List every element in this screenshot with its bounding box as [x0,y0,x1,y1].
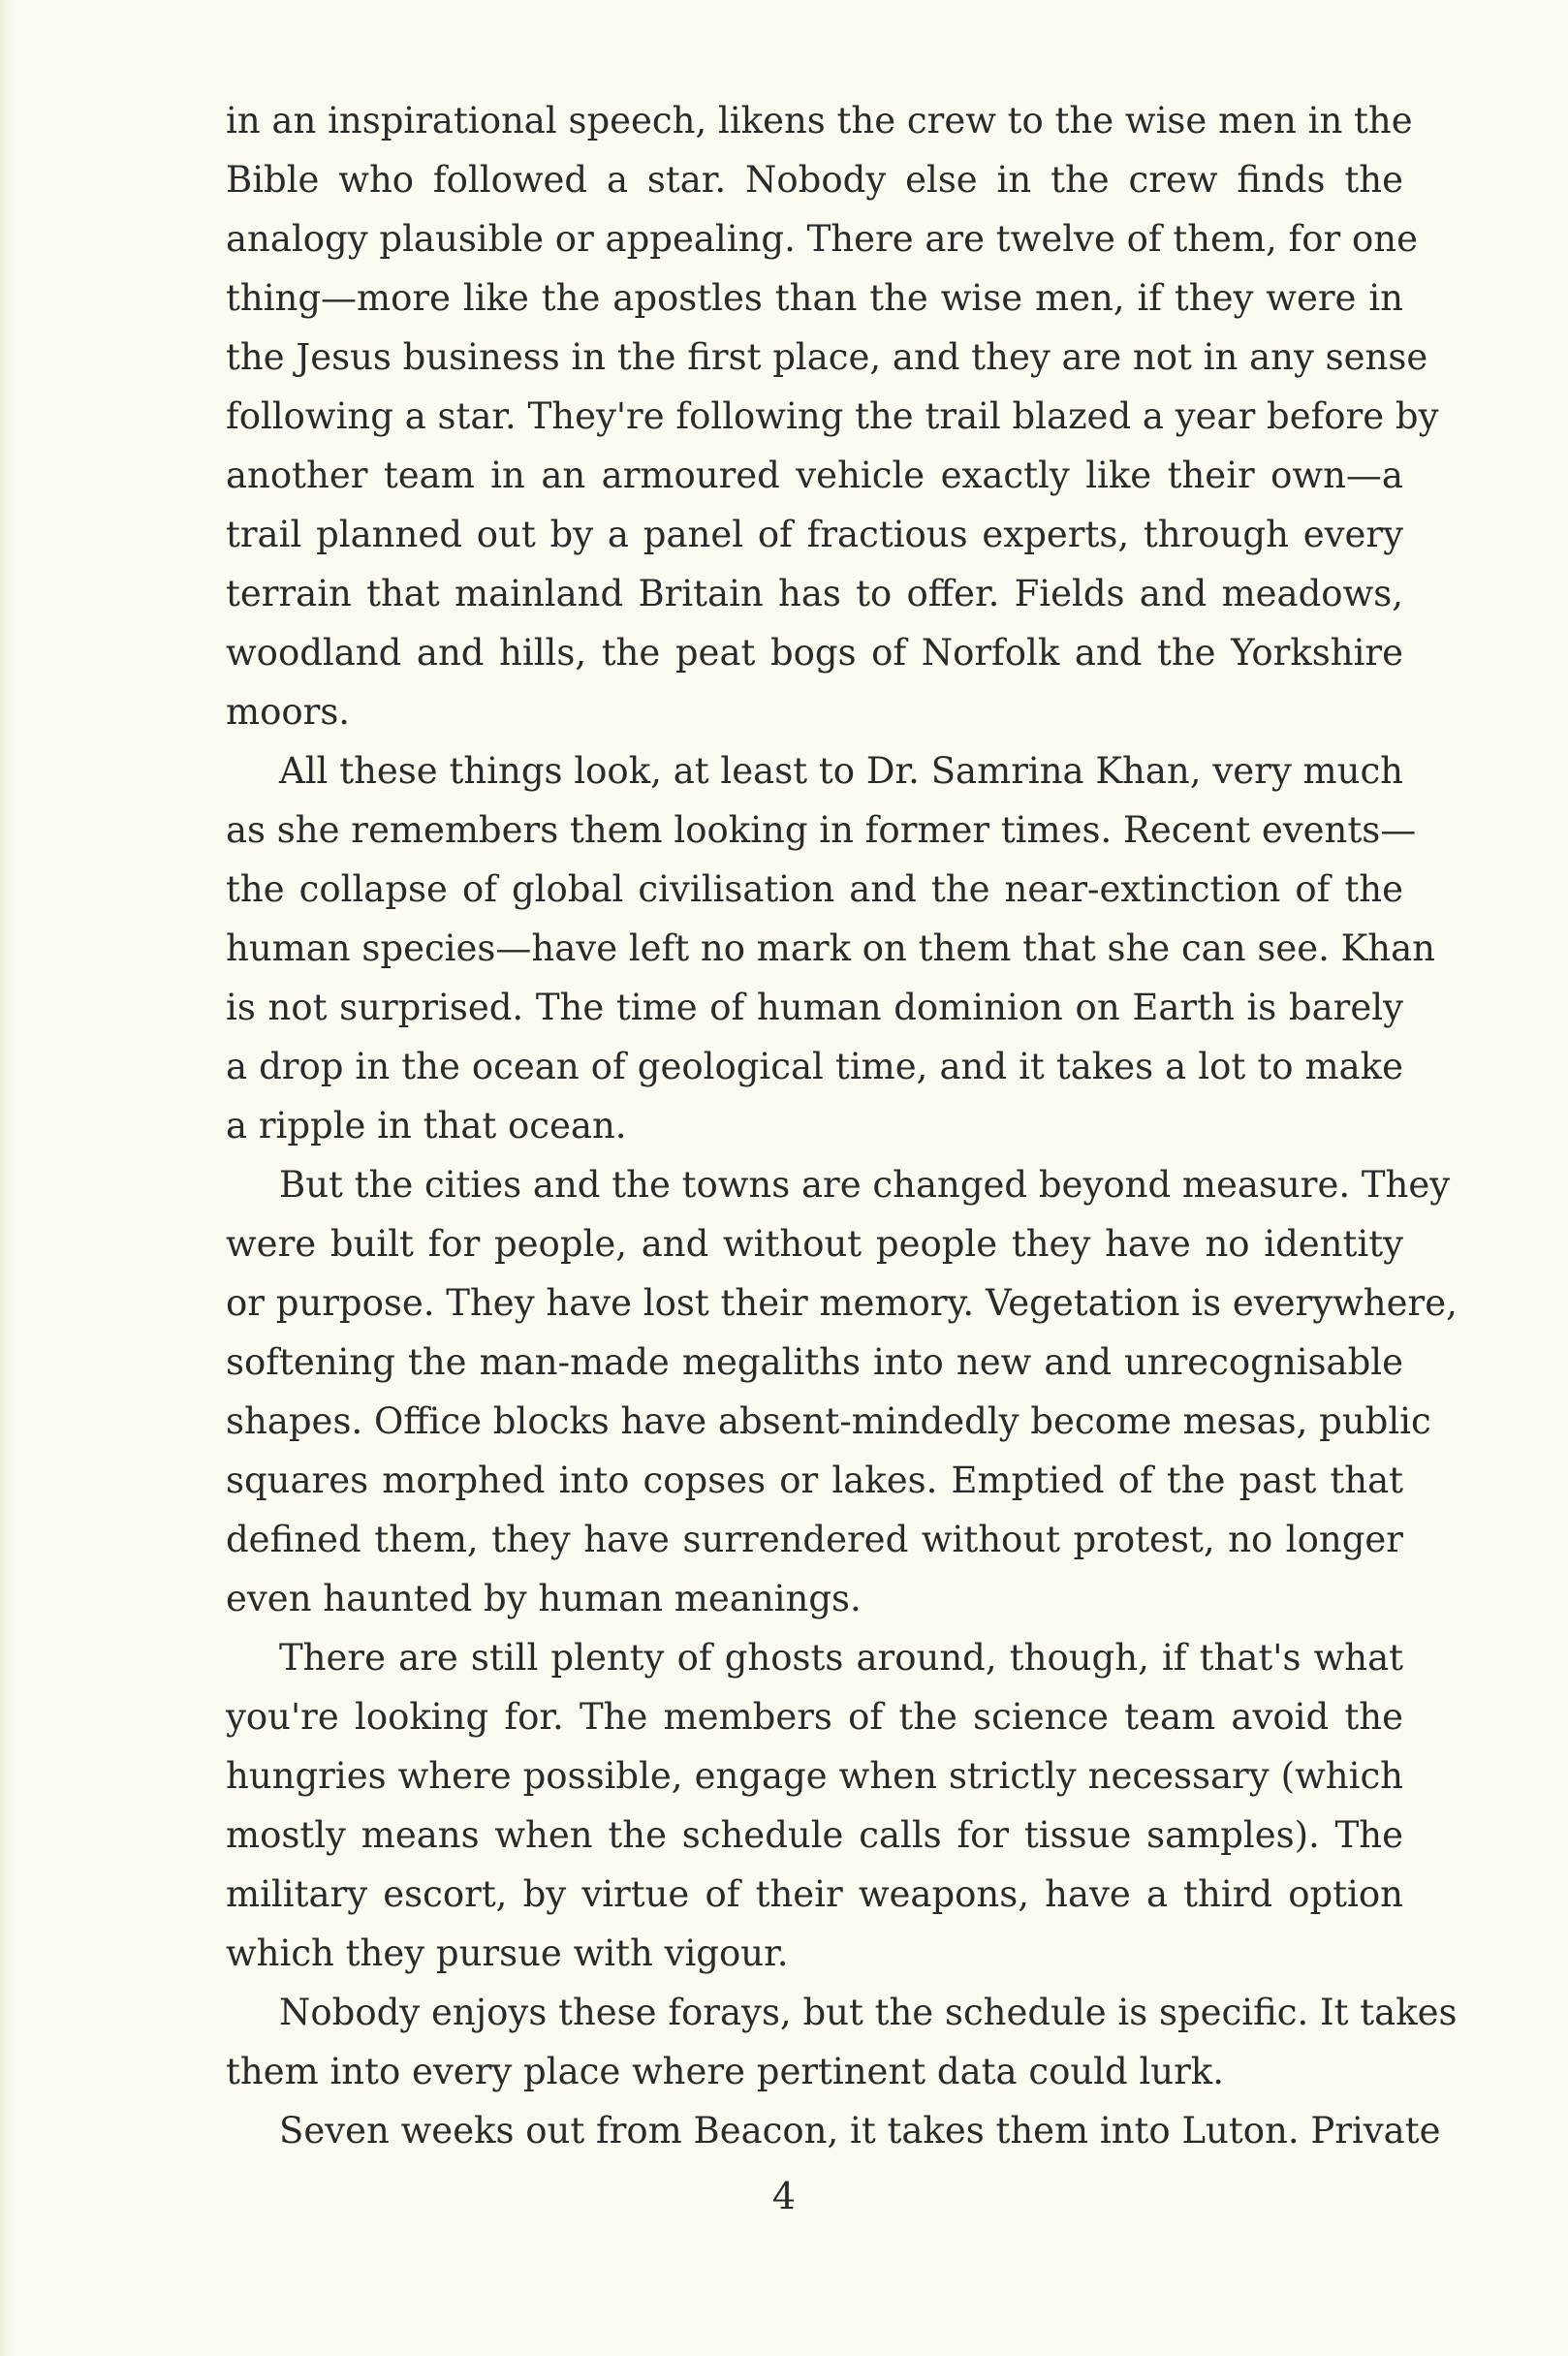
text-line: mostly means when the schedule calls for tissue samples). The [226,1814,1403,1856]
paragraph [226,1155,1458,1628]
text-line: following a star. They're following the trail blazed a year before by [226,395,1439,437]
text-line: Nobody enjoys these forays, but the schedule is specific. It takes [279,1992,1458,2033]
paragraph [226,741,1435,1155]
paragraph [226,1983,1458,2101]
text-line: All these things look, at least to Dr. Samrina Khan, very much [279,750,1403,792]
paragraph [226,1628,1403,1983]
text-line: woodland and hills, the peat bogs of Norfolk and the Yorkshire [226,632,1403,674]
text-line: moors. [226,691,351,733]
text-line: which they pursue with vigour. [226,1932,789,1974]
text-line: or purpose. They have lost their memory. Vegetation is everywhere, [226,1282,1458,1324]
text-line: But the cities and the towns are changed beyond measure. They [279,1164,1451,1206]
text-line: Seven weeks out from Beacon, it takes them into Luton. Private [279,2110,1441,2152]
text-line: another team in an armoured vehicle exactly like their own—a [226,455,1403,496]
text-line: hungries where possible, engage when strictly necessary (which [226,1755,1403,1797]
text-line: even haunted by human meanings. [226,1578,862,1619]
text-line: as she remembers them looking in former times. Recent events— [226,809,1417,851]
text-line: were built for people, and without people they have no identity [226,1223,1403,1265]
text-line: is not surprised. The time of human dominion on Earth is barely [226,987,1403,1028]
page-number: 4 [771,2175,797,2217]
text-line: the Jesus business in the first place, and they are not in any sense [226,336,1428,378]
text-line: trail planned out by a panel of fractious experts, through every [226,514,1403,555]
paragraph [226,2101,1441,2160]
text-line: There are still plenty of ghosts around, though, if that's what [279,1637,1403,1679]
text-line: Bible who followed a star. Nobody else in the crew finds the [226,159,1403,201]
text-line: terrain that mainland Britain has to offer. Fields and meadows, [226,573,1403,614]
text-line: thing—more like the apostles than the wise men, if they were in [226,277,1403,319]
text-line: a ripple in that ocean. [226,1105,627,1147]
text-line: a drop in the ocean of geological time, and it takes a lot to make [226,1046,1403,1087]
text-line: analogy plausible or appealing. There are twelve of them, for one [226,218,1418,260]
text-line: squares morphed into copses or lakes. Emptied of the past that [226,1460,1403,1501]
body-text [226,91,1458,2160]
text-line: shapes. Office blocks have absent-mindedly become mesas, public [226,1400,1431,1442]
page-edge-shadow [0,0,14,2356]
text-line: defined them, they have surrendered without protest, no longer [226,1519,1403,1560]
text-line: in an inspirational speech, likens the crew to the wise men in the [226,100,1413,141]
text-line: the collapse of global civilisation and the near-extinction of the [226,868,1403,910]
text-line: softening the man-made megaliths into new and unrecognisable [226,1341,1403,1383]
text-line: you're looking for. The members of the science team avoid the [226,1696,1403,1738]
text-line: human species—have left no mark on them that she can see. Khan [226,927,1435,969]
text-line: them into every place where pertinent data could lurk. [226,2051,1224,2092]
text-line: military escort, by virtue of their weapons, have a third option [226,1873,1403,1915]
paragraph [226,91,1439,741]
